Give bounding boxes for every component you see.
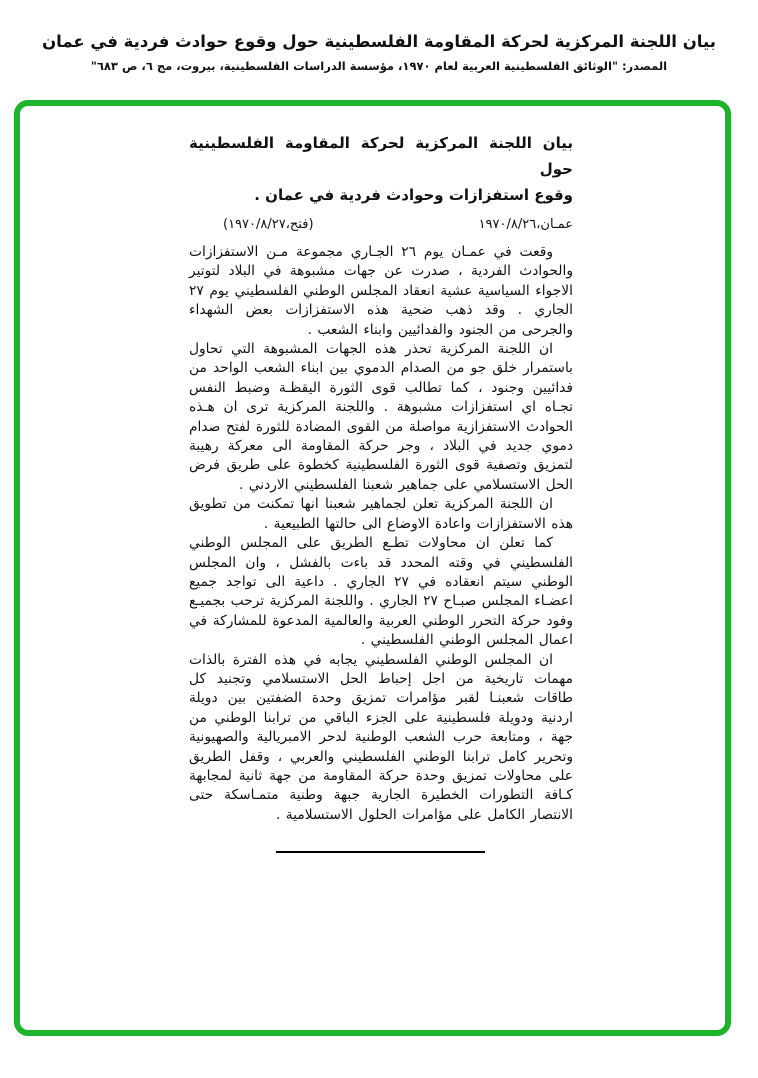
dateline (189, 217, 573, 232)
page-title: بيان اللجنة المركزية لحركة المقاومة الفلسطينية حول وقوع حوادث فردية في عمان (42, 32, 716, 51)
end-divider-line (276, 851, 485, 853)
paragraph: ان المجلس الوطني الفلسطيني يجابه في هذه الفترة بالذات مهمات تاريخية من اجل إحباط الحل الاستسلامي وتجنيد كل طاقات شعبنـا لقبر مؤامرات تمزيق وحدة الضفتين بين دويلة اردنية ودويلة فلسطينية على الجزء الباقي من ترابنا الوطني من جهة ، ومتابعة حرب الشعب الوطنية لدحر الامبريالية والصهيونية وتحرير كامل ترابنا الوطني الفلسطيني والعربي ، وقفل الطريق على محاولات تمزيق وحدة حركة المقاومة من جهة ثانية لمجابهة كـافة التطورات الخطيرة الجارية جبهة وطنية متمـاسكة حتى الانتصار الكامل على مؤامرات الحلول الاستسلامية . (189, 651, 573, 823)
dateline-agency-date: (فتح،١٩٧٠/٨/٢٧) (223, 217, 314, 232)
page-header (0, 0, 758, 74)
paragraph: كما تعلن ان محاولات تطـع الطريق على المجلس الوطني الفلسطيني في وقته المحدد قد باءت بالفشل ، وان المجلس الوطني سيتم انعقاده في ٢٧ الجاري . داعية الى تواجد جميع اعضـاء المجلس صبـاح ٢٧ الجاري . واللجنة المركزية ترحب بجميـع وفود حركة التحرر الوطني العربية والعالمية المدعوة للمشاركة في اعمال المجلس الوطني الفلسطيني . (189, 535, 574, 649)
statement-body (189, 243, 573, 825)
source-citation: المصدر: "الوثائق الفلسطينية العربية لعام ١٩٧٠، مؤسسة الدراسات الفلسطينية، بيروت، مج ٦، ص ٦٨٣" (90, 59, 668, 73)
paragraph: ان اللجنة المركزية تحذر هذه الجهات المشبوهة التي تحاول باستمرار خلق جو من الصدام الدموي بين ابناء الشعب الواحد من فدائيين وجنود ، كما تطالب قوى الثورة اليقظـة وضبط النفس تجـاه اي استفزازات مشبوهة . واللجنة المركزية ترى ان هـذه الحوادث الاستفزازية مواصلة من القوى المضادة للثورة لفتح صدام دموي جديد في البلاد ، وجر حركة المقاومة الى معركة رهيبة لتمزيق وتصفية قوى الثورة الفلسطينية كخطوة على طريق فرض الحل الاستسلامي على جماهير شعبنا الفلسطيني الاردني . (189, 341, 573, 493)
paragraph: ان اللجنة المركزية تعلن لجماهير شعبنا انها تمكنت من تطويق هذه الاستفزازات واعادة الاوضاع الى حالتها الطبيعية . (189, 496, 573, 532)
paragraph: وقعت في عمـان يوم ٢٦ الجـاري مجموعة مـن الاستفزازات والحوادث الفردية ، صدرت عن جهات مشبوهة في البلاد لتوتير الاجواء السياسية عشية انعقاد المجلس الوطني الفلسطيني يوم ٢٧ الجاري . وقد ذهب ضحية هذه الاستفزازات بعض الشهداء والجرحى من الجنود والفدائيين وابناء الشعب . (189, 244, 573, 338)
statement-title-line1: بيان اللجنة المركزية لحركة المقاومة الفلسطينية حول (189, 134, 573, 178)
dateline-place-date: عمـان،١٩٧٠/٨/٢٦ (478, 217, 573, 232)
document-content (189, 130, 573, 853)
document-frame (14, 100, 731, 1036)
statement-title-line2: وقوع استفزازات وحوادث فردية في عمان . (254, 186, 573, 204)
statement-title (189, 130, 573, 208)
